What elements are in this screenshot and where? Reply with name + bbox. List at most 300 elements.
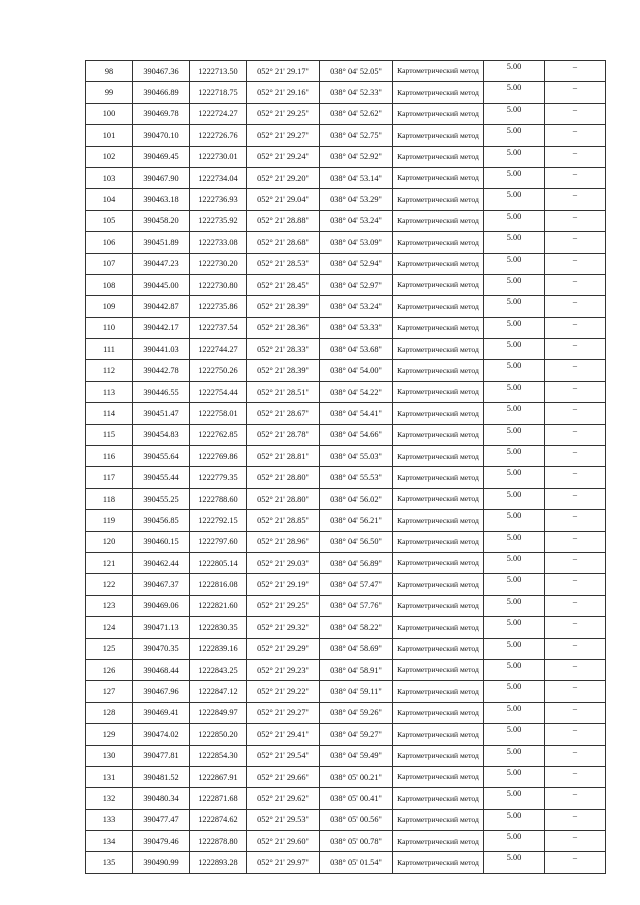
accuracy-cell: 5.00: [484, 467, 545, 488]
point-number-cell: 110: [86, 317, 133, 338]
method-cell: Картометрический метод: [393, 852, 484, 873]
coord-y-cell: 1222847.12: [190, 681, 247, 702]
table-row: [86, 809, 606, 830]
coord-x-cell: 390477.81: [133, 745, 190, 766]
table-body: [86, 61, 606, 874]
note-cell: –: [545, 595, 606, 616]
coord-x-cell: 390442.78: [133, 360, 190, 381]
coord-y-cell: 1222849.97: [190, 702, 247, 723]
note-cell: –: [545, 82, 606, 103]
coord-x-cell: 390474.02: [133, 724, 190, 745]
coord-y-cell: 1222797.60: [190, 531, 247, 552]
method-cell: Картометрический метод: [393, 296, 484, 317]
table-row: [86, 381, 606, 402]
latitude-cell: 052° 21' 28.85": [247, 510, 320, 531]
accuracy-cell: 5.00: [484, 809, 545, 830]
note-cell: –: [545, 210, 606, 231]
point-number-cell: 128: [86, 702, 133, 723]
point-number-cell: 114: [86, 403, 133, 424]
coord-y-cell: 1222730.20: [190, 253, 247, 274]
table-row: [86, 103, 606, 124]
longitude-cell: 038° 04' 57.76": [320, 595, 393, 616]
accuracy-cell: 5.00: [484, 446, 545, 467]
longitude-cell: 038° 04' 56.02": [320, 488, 393, 509]
longitude-cell: 038° 04' 52.97": [320, 274, 393, 295]
note-cell: –: [545, 296, 606, 317]
coord-x-cell: 390455.25: [133, 488, 190, 509]
latitude-cell: 052° 21' 29.23": [247, 659, 320, 680]
longitude-cell: 038° 05' 00.78": [320, 831, 393, 852]
accuracy-cell: 5.00: [484, 552, 545, 573]
table-row: [86, 167, 606, 188]
latitude-cell: 052° 21' 29.17": [247, 61, 320, 82]
longitude-cell: 038° 04' 59.27": [320, 724, 393, 745]
coord-y-cell: 1222724.27: [190, 103, 247, 124]
accuracy-cell: 5.00: [484, 403, 545, 424]
method-cell: Картометрический метод: [393, 510, 484, 531]
latitude-cell: 052° 21' 28.68": [247, 232, 320, 253]
coord-x-cell: 390451.89: [133, 232, 190, 253]
accuracy-cell: 5.00: [484, 638, 545, 659]
coord-y-cell: 1222734.04: [190, 167, 247, 188]
table-row: [86, 595, 606, 616]
method-cell: Картометрический метод: [393, 681, 484, 702]
method-cell: Картометрический метод: [393, 253, 484, 274]
coord-y-cell: 1222754.44: [190, 381, 247, 402]
latitude-cell: 052° 21' 29.25": [247, 103, 320, 124]
table-row: [86, 146, 606, 167]
longitude-cell: 038° 05' 00.41": [320, 788, 393, 809]
point-number-cell: 107: [86, 253, 133, 274]
accuracy-cell: 5.00: [484, 659, 545, 680]
accuracy-cell: 5.00: [484, 531, 545, 552]
table-row: [86, 125, 606, 146]
latitude-cell: 052° 21' 28.51": [247, 381, 320, 402]
table-row: [86, 424, 606, 445]
coord-y-cell: 1222839.16: [190, 638, 247, 659]
point-number-cell: 99: [86, 82, 133, 103]
method-cell: Картометрический метод: [393, 381, 484, 402]
latitude-cell: 052° 21' 29.97": [247, 852, 320, 873]
table-row: [86, 403, 606, 424]
longitude-cell: 038° 04' 58.22": [320, 617, 393, 638]
coord-y-cell: 1222867.91: [190, 766, 247, 787]
longitude-cell: 038° 04' 52.75": [320, 125, 393, 146]
note-cell: –: [545, 339, 606, 360]
coord-y-cell: 1222726.76: [190, 125, 247, 146]
coord-y-cell: 1222730.01: [190, 146, 247, 167]
point-number-cell: 108: [86, 274, 133, 295]
longitude-cell: 038° 04' 56.21": [320, 510, 393, 531]
note-cell: –: [545, 232, 606, 253]
accuracy-cell: 5.00: [484, 61, 545, 82]
note-cell: –: [545, 788, 606, 809]
longitude-cell: 038° 04' 52.94": [320, 253, 393, 274]
coord-x-cell: 390490.99: [133, 852, 190, 873]
point-number-cell: 131: [86, 766, 133, 787]
coord-y-cell: 1222779.35: [190, 467, 247, 488]
note-cell: –: [545, 852, 606, 873]
accuracy-cell: 5.00: [484, 253, 545, 274]
table-row: [86, 552, 606, 573]
coord-x-cell: 390470.10: [133, 125, 190, 146]
coord-x-cell: 390467.90: [133, 167, 190, 188]
point-number-cell: 111: [86, 339, 133, 360]
coord-x-cell: 390455.64: [133, 446, 190, 467]
longitude-cell: 038° 04' 53.14": [320, 167, 393, 188]
table-row: [86, 831, 606, 852]
coord-y-cell: 1222843.25: [190, 659, 247, 680]
table-row: [86, 360, 606, 381]
method-cell: Картометрический метод: [393, 125, 484, 146]
coord-x-cell: 390441.03: [133, 339, 190, 360]
point-number-cell: 119: [86, 510, 133, 531]
coord-x-cell: 390442.17: [133, 317, 190, 338]
method-cell: Картометрический метод: [393, 617, 484, 638]
point-number-cell: 104: [86, 189, 133, 210]
table-row: [86, 274, 606, 295]
coord-y-cell: 1222821.60: [190, 595, 247, 616]
method-cell: Картометрический метод: [393, 210, 484, 231]
note-cell: –: [545, 831, 606, 852]
latitude-cell: 052° 21' 29.16": [247, 82, 320, 103]
point-number-cell: 106: [86, 232, 133, 253]
coord-y-cell: 1222735.92: [190, 210, 247, 231]
accuracy-cell: 5.00: [484, 167, 545, 188]
latitude-cell: 052° 21' 28.80": [247, 488, 320, 509]
latitude-cell: 052° 21' 29.41": [247, 724, 320, 745]
coord-x-cell: 390455.44: [133, 467, 190, 488]
longitude-cell: 038° 04' 53.09": [320, 232, 393, 253]
longitude-cell: 038° 04' 59.11": [320, 681, 393, 702]
point-number-cell: 101: [86, 125, 133, 146]
point-number-cell: 125: [86, 638, 133, 659]
longitude-cell: 038° 04' 54.66": [320, 424, 393, 445]
coord-y-cell: 1222744.27: [190, 339, 247, 360]
table-row: [86, 317, 606, 338]
accuracy-cell: 5.00: [484, 339, 545, 360]
accuracy-cell: 5.00: [484, 745, 545, 766]
note-cell: –: [545, 403, 606, 424]
coord-y-cell: 1222718.75: [190, 82, 247, 103]
method-cell: Картометрический метод: [393, 595, 484, 616]
longitude-cell: 038° 04' 53.33": [320, 317, 393, 338]
accuracy-cell: 5.00: [484, 852, 545, 873]
point-number-cell: 124: [86, 617, 133, 638]
longitude-cell: 038° 04' 55.53": [320, 467, 393, 488]
point-number-cell: 103: [86, 167, 133, 188]
coord-x-cell: 390467.96: [133, 681, 190, 702]
method-cell: Картометрический метод: [393, 103, 484, 124]
coord-x-cell: 390481.52: [133, 766, 190, 787]
note-cell: –: [545, 745, 606, 766]
note-cell: –: [545, 253, 606, 274]
note-cell: –: [545, 446, 606, 467]
longitude-cell: 038° 04' 53.68": [320, 339, 393, 360]
longitude-cell: 038° 05' 00.21": [320, 766, 393, 787]
method-cell: Картометрический метод: [393, 724, 484, 745]
longitude-cell: 038° 04' 52.92": [320, 146, 393, 167]
coord-y-cell: 1222854.30: [190, 745, 247, 766]
point-number-cell: 116: [86, 446, 133, 467]
point-number-cell: 117: [86, 467, 133, 488]
longitude-cell: 038° 04' 58.91": [320, 659, 393, 680]
table-row: [86, 766, 606, 787]
method-cell: Картометрический метод: [393, 574, 484, 595]
accuracy-cell: 5.00: [484, 360, 545, 381]
method-cell: Картометрический метод: [393, 403, 484, 424]
method-cell: Картометрический метод: [393, 788, 484, 809]
coord-x-cell: 390468.44: [133, 659, 190, 680]
coord-y-cell: 1222730.80: [190, 274, 247, 295]
accuracy-cell: 5.00: [484, 702, 545, 723]
point-number-cell: 105: [86, 210, 133, 231]
accuracy-cell: 5.00: [484, 210, 545, 231]
note-cell: –: [545, 424, 606, 445]
note-cell: –: [545, 766, 606, 787]
longitude-cell: 038° 04' 56.50": [320, 531, 393, 552]
longitude-cell: 038° 04' 58.69": [320, 638, 393, 659]
longitude-cell: 038° 04' 53.24": [320, 296, 393, 317]
coord-y-cell: 1222850.20: [190, 724, 247, 745]
coord-x-cell: 390477.47: [133, 809, 190, 830]
note-cell: –: [545, 467, 606, 488]
coord-y-cell: 1222733.08: [190, 232, 247, 253]
longitude-cell: 038° 04' 53.24": [320, 210, 393, 231]
coord-y-cell: 1222758.01: [190, 403, 247, 424]
table-row: [86, 488, 606, 509]
table-row: [86, 852, 606, 873]
longitude-cell: 038° 04' 54.22": [320, 381, 393, 402]
accuracy-cell: 5.00: [484, 103, 545, 124]
coord-y-cell: 1222788.60: [190, 488, 247, 509]
point-number-cell: 122: [86, 574, 133, 595]
note-cell: –: [545, 103, 606, 124]
method-cell: Картометрический метод: [393, 531, 484, 552]
accuracy-cell: 5.00: [484, 681, 545, 702]
method-cell: Картометрический метод: [393, 167, 484, 188]
point-number-cell: 109: [86, 296, 133, 317]
coord-y-cell: 1222805.14: [190, 552, 247, 573]
coord-y-cell: 1222830.35: [190, 617, 247, 638]
table-row: [86, 702, 606, 723]
latitude-cell: 052° 21' 29.24": [247, 146, 320, 167]
note-cell: –: [545, 360, 606, 381]
note-cell: –: [545, 61, 606, 82]
longitude-cell: 038° 04' 54.41": [320, 403, 393, 424]
note-cell: –: [545, 167, 606, 188]
point-number-cell: 113: [86, 381, 133, 402]
longitude-cell: 038° 04' 59.26": [320, 702, 393, 723]
latitude-cell: 052° 21' 28.36": [247, 317, 320, 338]
point-number-cell: 118: [86, 488, 133, 509]
coord-x-cell: 390456.85: [133, 510, 190, 531]
point-number-cell: 134: [86, 831, 133, 852]
method-cell: Картометрический метод: [393, 809, 484, 830]
latitude-cell: 052° 21' 28.39": [247, 296, 320, 317]
coord-y-cell: 1222737.54: [190, 317, 247, 338]
table-row: [86, 574, 606, 595]
point-number-cell: 132: [86, 788, 133, 809]
table-row: [86, 617, 606, 638]
latitude-cell: 052° 21' 29.25": [247, 595, 320, 616]
table-row: [86, 510, 606, 531]
coord-y-cell: 1222769.86: [190, 446, 247, 467]
coord-y-cell: 1222750.26: [190, 360, 247, 381]
table-row: [86, 296, 606, 317]
coordinates-table: [85, 60, 606, 874]
point-number-cell: 135: [86, 852, 133, 873]
point-number-cell: 121: [86, 552, 133, 573]
method-cell: Картометрический метод: [393, 467, 484, 488]
method-cell: Картометрический метод: [393, 745, 484, 766]
accuracy-cell: 5.00: [484, 125, 545, 146]
accuracy-cell: 5.00: [484, 317, 545, 338]
accuracy-cell: 5.00: [484, 831, 545, 852]
table-row: [86, 61, 606, 82]
latitude-cell: 052° 21' 28.78": [247, 424, 320, 445]
table-row: [86, 745, 606, 766]
method-cell: Картометрический метод: [393, 146, 484, 167]
point-number-cell: 120: [86, 531, 133, 552]
method-cell: Картометрический метод: [393, 360, 484, 381]
accuracy-cell: 5.00: [484, 189, 545, 210]
latitude-cell: 052° 21' 29.62": [247, 788, 320, 809]
accuracy-cell: 5.00: [484, 617, 545, 638]
method-cell: Картометрический метод: [393, 61, 484, 82]
latitude-cell: 052° 21' 28.53": [247, 253, 320, 274]
coord-y-cell: 1222735.86: [190, 296, 247, 317]
method-cell: Картометрический метод: [393, 446, 484, 467]
coord-y-cell: 1222792.15: [190, 510, 247, 531]
point-number-cell: 100: [86, 103, 133, 124]
latitude-cell: 052° 21' 28.80": [247, 467, 320, 488]
note-cell: –: [545, 638, 606, 659]
coord-x-cell: 390469.06: [133, 595, 190, 616]
latitude-cell: 052° 21' 29.53": [247, 809, 320, 830]
table-row: [86, 681, 606, 702]
table-row: [86, 446, 606, 467]
latitude-cell: 052° 21' 29.27": [247, 125, 320, 146]
latitude-cell: 052° 21' 29.19": [247, 574, 320, 595]
coord-y-cell: 1222871.68: [190, 788, 247, 809]
note-cell: –: [545, 659, 606, 680]
coord-x-cell: 390463.18: [133, 189, 190, 210]
point-number-cell: 98: [86, 61, 133, 82]
coord-x-cell: 390460.15: [133, 531, 190, 552]
coord-x-cell: 390469.41: [133, 702, 190, 723]
coord-x-cell: 390454.83: [133, 424, 190, 445]
coord-x-cell: 390462.44: [133, 552, 190, 573]
note-cell: –: [545, 510, 606, 531]
method-cell: Картометрический метод: [393, 339, 484, 360]
longitude-cell: 038° 04' 52.62": [320, 103, 393, 124]
longitude-cell: 038° 04' 52.05": [320, 61, 393, 82]
note-cell: –: [545, 552, 606, 573]
longitude-cell: 038° 05' 01.54": [320, 852, 393, 873]
accuracy-cell: 5.00: [484, 146, 545, 167]
note-cell: –: [545, 381, 606, 402]
latitude-cell: 052° 21' 29.60": [247, 831, 320, 852]
note-cell: –: [545, 574, 606, 595]
method-cell: Картометрический метод: [393, 831, 484, 852]
note-cell: –: [545, 488, 606, 509]
latitude-cell: 052° 21' 28.45": [247, 274, 320, 295]
table-row: [86, 788, 606, 809]
latitude-cell: 052° 21' 29.20": [247, 167, 320, 188]
point-number-cell: 130: [86, 745, 133, 766]
note-cell: –: [545, 125, 606, 146]
accuracy-cell: 5.00: [484, 510, 545, 531]
coord-x-cell: 390469.78: [133, 103, 190, 124]
point-number-cell: 102: [86, 146, 133, 167]
coord-x-cell: 390479.46: [133, 831, 190, 852]
table-row: [86, 531, 606, 552]
latitude-cell: 052° 21' 29.27": [247, 702, 320, 723]
note-cell: –: [545, 317, 606, 338]
coord-x-cell: 390442.87: [133, 296, 190, 317]
coord-y-cell: 1222874.62: [190, 809, 247, 830]
coord-x-cell: 390467.37: [133, 574, 190, 595]
note-cell: –: [545, 617, 606, 638]
point-number-cell: 112: [86, 360, 133, 381]
table-row: [86, 467, 606, 488]
point-number-cell: 129: [86, 724, 133, 745]
table-row: [86, 339, 606, 360]
accuracy-cell: 5.00: [484, 574, 545, 595]
table-row: [86, 638, 606, 659]
coord-x-cell: 390466.89: [133, 82, 190, 103]
longitude-cell: 038° 04' 54.00": [320, 360, 393, 381]
note-cell: –: [545, 189, 606, 210]
latitude-cell: 052° 21' 29.54": [247, 745, 320, 766]
method-cell: Картометрический метод: [393, 317, 484, 338]
table-row: [86, 724, 606, 745]
point-number-cell: 115: [86, 424, 133, 445]
point-number-cell: 133: [86, 809, 133, 830]
table-row: [86, 189, 606, 210]
accuracy-cell: 5.00: [484, 296, 545, 317]
latitude-cell: 052° 21' 29.04": [247, 189, 320, 210]
table-row: [86, 82, 606, 103]
coord-y-cell: 1222762.85: [190, 424, 247, 445]
coord-x-cell: 390471.13: [133, 617, 190, 638]
coord-x-cell: 390470.35: [133, 638, 190, 659]
point-number-cell: 127: [86, 681, 133, 702]
coord-y-cell: 1222713.50: [190, 61, 247, 82]
coord-x-cell: 390446.55: [133, 381, 190, 402]
coord-y-cell: 1222736.93: [190, 189, 247, 210]
method-cell: Картометрический метод: [393, 702, 484, 723]
accuracy-cell: 5.00: [484, 595, 545, 616]
method-cell: Картометрический метод: [393, 274, 484, 295]
latitude-cell: 052° 21' 29.32": [247, 617, 320, 638]
latitude-cell: 052° 21' 28.81": [247, 446, 320, 467]
note-cell: –: [545, 724, 606, 745]
note-cell: –: [545, 702, 606, 723]
method-cell: Картометрический метод: [393, 189, 484, 210]
longitude-cell: 038° 04' 56.89": [320, 552, 393, 573]
accuracy-cell: 5.00: [484, 232, 545, 253]
method-cell: Картометрический метод: [393, 82, 484, 103]
longitude-cell: 038° 04' 53.29": [320, 189, 393, 210]
table-row: [86, 659, 606, 680]
accuracy-cell: 5.00: [484, 724, 545, 745]
method-cell: Картометрический метод: [393, 488, 484, 509]
accuracy-cell: 5.00: [484, 381, 545, 402]
table-row: [86, 210, 606, 231]
latitude-cell: 052° 21' 28.96": [247, 531, 320, 552]
